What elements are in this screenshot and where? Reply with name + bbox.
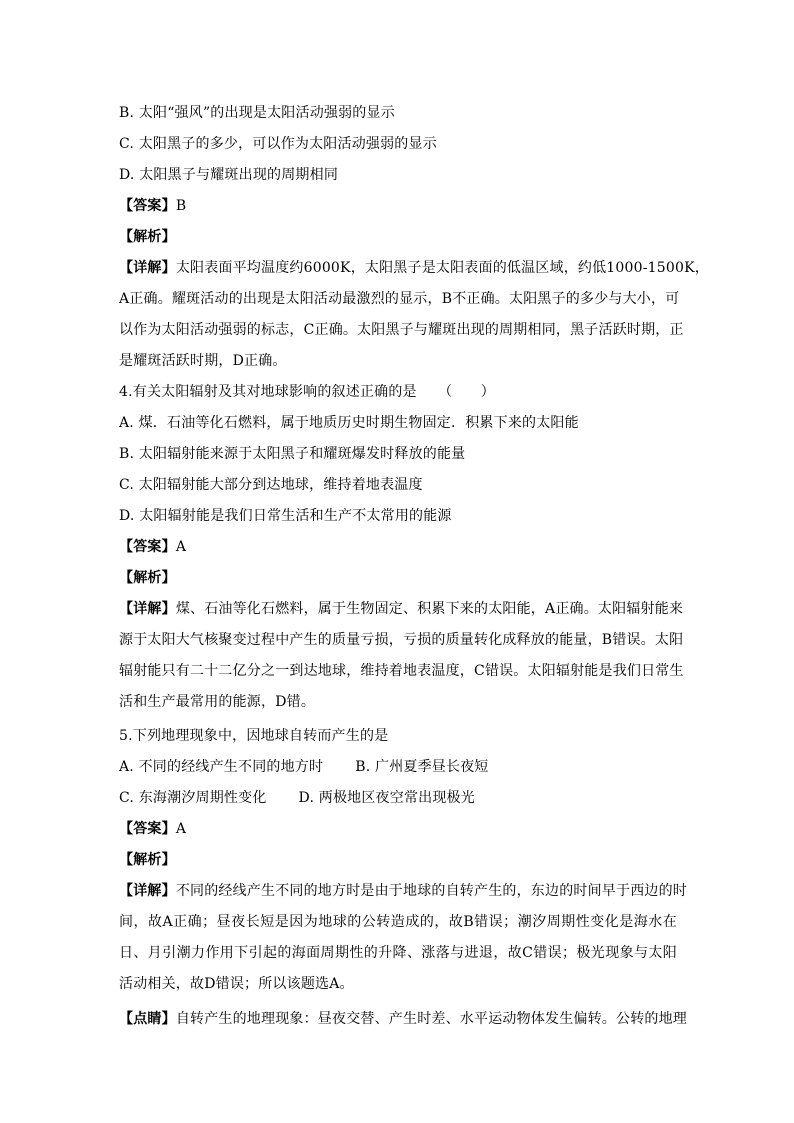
q5-stem: 5.下列地理现象中，因地球自转而产生的是	[119, 728, 389, 744]
q3-option-c: C. 太阳黑子的多少，可以作为太阳活动强弱的显示	[119, 136, 437, 152]
q5-analysis-tag: 【解析】	[119, 852, 176, 868]
q5-detail-line: 【详解】不同的经线产生不同的地方时是由于地球的自转产生的，东边的时间早于西边的时	[119, 883, 688, 899]
q5-options-row-1	[119, 758, 489, 776]
answer-tag: 【答案】	[119, 198, 176, 214]
q4-detail-line: 【详解】煤、石油等化石燃料，属于生物固定、积累下来的太阳能，A正确。太阳辐射能来	[119, 601, 684, 617]
q4-answer	[119, 538, 186, 556]
q4-option-a: A. 煤．石油等化石燃料，属于地质历史时期生物固定．积累下来的太阳能	[119, 415, 579, 431]
q5-option-b: B. 广州夏季昼长夜短	[355, 759, 489, 775]
q5-detail-line: 间，故A正确；昼夜长短是因为地球的公转造成的，故B错误；潮汐周期性变化是海水在	[119, 914, 677, 930]
q3-detail-line: 以作为太阳活动强弱的标志，C正确。太阳黑子与耀斑出现的周期相同，黑子活跃时期，正	[119, 322, 684, 338]
detail-tag: 【详解】	[119, 601, 176, 617]
q5-option-c: C. 东海潮汐周期性变化	[119, 790, 267, 806]
detail-tag: 【详解】	[119, 883, 176, 899]
q4-option-b: B. 太阳辐射能来源于太阳黑子和耀斑爆发时释放的能量	[119, 446, 466, 462]
q5-answer	[119, 820, 186, 838]
answer-tag: 【答案】	[119, 821, 176, 837]
q4-option-c: C. 太阳辐射能大部分到达地球，维持着地表温度	[119, 477, 423, 493]
q3-detail-line: 【详解】太阳表面平均温度约6000K，太阳黑子是太阳表面的低温区域，约低1000-1500K，	[119, 260, 709, 276]
q5-detail-line: 活动相关，故D错误；所以该题选A。	[119, 976, 354, 992]
q3-analysis-tag: 【解析】	[119, 229, 176, 245]
q4-stem: 4.有关太阳辐射及其对地球影响的叙述正确的是 （ ）	[119, 384, 495, 400]
answer-tag: 【答案】	[119, 539, 176, 555]
note-text: 自转产生的地理现象：昼夜交替、产生时差、水平运动物体发生偏转。公转的地理	[175, 1011, 688, 1027]
answer-value: B	[175, 198, 187, 214]
q5-options-row-2	[119, 789, 475, 807]
q5-note	[119, 1010, 688, 1028]
q4-analysis-tag: 【解析】	[119, 570, 176, 586]
q3-option-d: D. 太阳黑子与耀斑出现的周期相同	[119, 167, 339, 183]
note-tag: 【点睛】	[119, 1011, 176, 1027]
q4-detail-line: 活和生产最常用的能源，D错。	[119, 694, 316, 710]
q5-option-a: A. 不同的经线产生不同的地方时	[119, 759, 324, 775]
answer-value: A	[175, 821, 187, 837]
q3-detail-line: 是耀斑活跃时期，D正确。	[119, 353, 287, 369]
detail-tag: 【详解】	[119, 260, 176, 276]
q4-detail-line: 源于太阳大气核聚变过程中产生的质量亏损，亏损的质量转化成释放的能量，B错误。太阳	[119, 632, 684, 648]
answer-value: A	[175, 539, 187, 555]
q5-option-d: D. 两极地区夜空常出现极光	[298, 790, 475, 806]
q3-answer	[119, 197, 186, 215]
q3-detail-line: A正确。耀斑活动的出现是太阳活动最激烈的显示，B不正确。太阳黑子的多少与大小，可	[119, 291, 680, 307]
q5-detail-line: 日、月引潮力作用下引起的海面周期性的升降、涨落与进退，故C错误；极光现象与太阳	[119, 945, 677, 961]
q4-option-d: D. 太阳辐射能是我们日常生活和生产不太常用的能源	[119, 508, 452, 524]
q4-detail-line: 辐射能只有二十二亿分之一到达地球，维持着地表温度，C错误。太阳辐射能是我们日常生	[119, 663, 684, 679]
q3-option-b: B. 太阳“强风”的出现是太阳活动强弱的显示	[119, 105, 395, 121]
